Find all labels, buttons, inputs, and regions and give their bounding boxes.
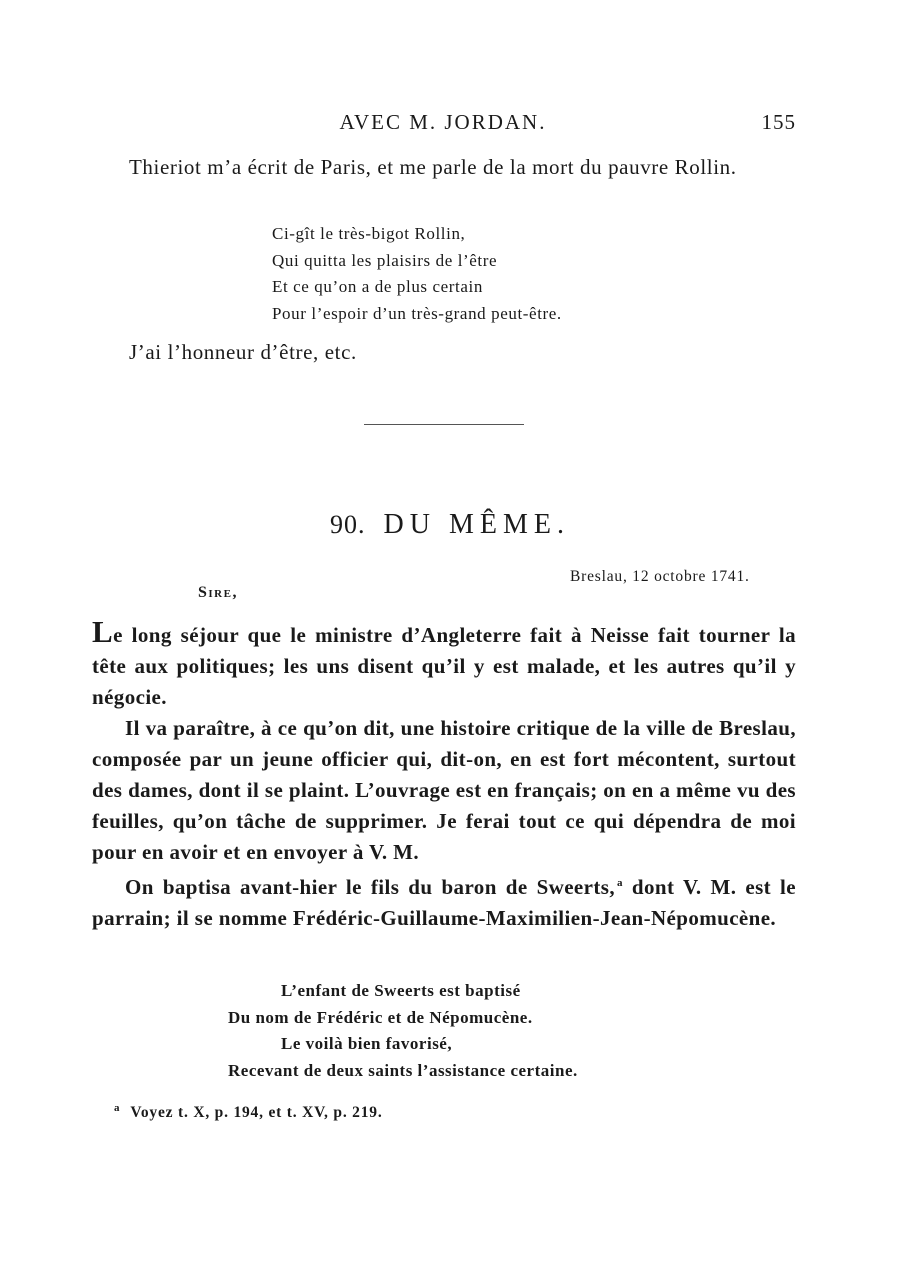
section-divider <box>364 424 524 425</box>
baptism-verse <box>228 978 578 1084</box>
closing-formula: J’ai l’honneur d’être, etc. <box>129 340 357 364</box>
footnote <box>114 1102 383 1122</box>
verse-line: Recevant de deux saints l’assistance certaine. <box>228 1060 578 1080</box>
footnote-mark: a <box>114 1102 121 1114</box>
verse-line: Le voilà bien favorisé, <box>281 1034 453 1053</box>
paragraph: Il va paraître, à ce qu’on dit, une histoire critique de la ville de Breslau, composée par un jeune officier qui, dit-on, en est fort mécontent, surtout des dames, dont il se plaint. L’ouvrage est en français; on en a même vu des feuilles, qu’on tâche de supprimer. Je ferai tout ce qui dépendra de moi pour en avoir et en envoyer à V. M. <box>92 716 796 864</box>
verse-line: Qui quitta les plaisirs de l’être <box>272 250 498 270</box>
salutation: Sire, <box>198 584 238 601</box>
verse-line: Et ce qu’on a de plus certain <box>272 277 483 296</box>
letter-title <box>0 509 900 541</box>
letter-heading: DU MÊME. <box>383 509 570 540</box>
paragraph-text: dont V. M. est le parrain; il se nomme Frédéric-Guillaume-Maximilien-Jean-Népomucène. <box>92 875 797 930</box>
paragraph: Thieriot m’a écrit de Paris, et me parle de la mort du pauvre Rollin. <box>129 155 737 179</box>
dateline: Breslau, 12 octobre 1741. <box>570 568 750 585</box>
paragraph <box>92 868 796 934</box>
page-header <box>90 110 796 140</box>
verse-line: Du nom de Frédéric et de Népomucène. <box>228 1007 533 1027</box>
footnote-text: Voyez t. X, p. 194, et t. XV, p. 219. <box>130 1104 383 1122</box>
page-number: 155 <box>761 110 796 134</box>
epitaph-verse <box>272 221 562 327</box>
drop-cap: L <box>92 614 114 649</box>
letter-number: 90. <box>330 510 366 539</box>
verse-line: L’enfant de Sweerts est baptisé <box>281 981 521 1000</box>
paragraph-text: On baptisa avant-hier le fils du baron de Sweerts, <box>125 875 615 899</box>
verse-line: Pour l’espoir d’un très-grand peut-être. <box>272 303 562 323</box>
letter-continuation <box>92 152 796 183</box>
paragraph-text: e long séjour que le ministre d’Angleterre fait à Neisse fait tourner la tête aux politiques; les uns disent qu’il y est malade, et les autres qu’il y négocie. <box>92 623 796 709</box>
letter-body <box>92 614 797 934</box>
running-title: AVEC M. JORDAN. <box>339 110 547 134</box>
footnote-reference[interactable]: a <box>617 877 623 889</box>
paragraph <box>92 614 796 713</box>
verse-line: Ci-gît le très-bigot Rollin, <box>272 224 466 243</box>
